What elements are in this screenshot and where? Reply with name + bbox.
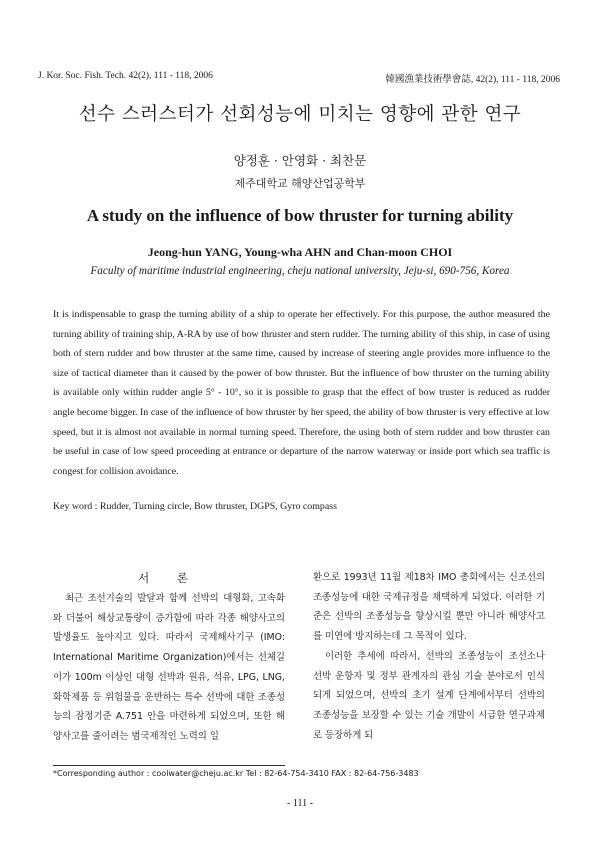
- footnote-rule: [53, 765, 285, 766]
- corresponding-author-footnote: *Corresponding author : coolwater@cheju.ac.kr Tel : 82-64-754-3410 FAX : 82-64-756-3483: [53, 769, 419, 778]
- abstract: It is indispensable to grasp the turning ability of a ship to operate her effectively. For this purpose, the author measured the turning ability of training ship, A-RA by use of bow thruster and stern rudder. The turning ability of this ship, in case of using both of stern rudder and bow thruster at the same time, caused by increase of steering angle provides more influence to the size of tactical diameter than it caused by the power of bow thruster. But the influence of bow thruster on the turning ability is available only within rudder angle 5° - 10°, so it is possible to grasp that the effect of bow truster is reduced as rudder angle become bigger. In case of the influence of bow thruster by her speed, the ability of bow thruster is very effective at low speed, but it is almost not available in normal turning speed. Therefore, the using both of stern rudder and bow thruster can be useful in case of low speed proceeding at entrance or departure of the narrow waterway or inside port which sea traffic is congest for collision avoidance.: [53, 309, 550, 477]
- body-paragraph: 최근 조선기술의 발달과 함께 선박의 대형화, 고속화와 더불어 해상교통량이 증가함에 따라 각종 해양사고의 발생율도 높아지고 있다. 따라서 국제해사기구 (IMO: International Maritime Organization)에서는 선체길이가 100m 이상인 대형 선박과 원유, 석유, LPG, LNG, 화학제품 등 위험물을 운반하는 특수 선박에 대한 조종성능의 잠정기준 A.751 안을 마련하게 되었으며, 또한 해양사고를 줄이려는 범국제적인 노력의 일: [53, 593, 285, 742]
- running-header: [38, 71, 560, 85]
- body-column-right: [313, 568, 545, 745]
- authors-korean: 양정훈 · 안영화 · 최찬문: [233, 153, 367, 168]
- body-column-left: [53, 568, 285, 747]
- body-paragraph: 이러한 추세에 따라서, 선박의 조종성능이 조선소나 선박 운항자 및 정부 관계자의 관심 기술 분야로서 인식되게 되었으며, 선박의 초기 설계 단계에서부터 선박의 조종성능을 보장할 수 있는 기술 개발이 시급한 연구과제로 등장하게 되: [313, 650, 545, 741]
- body-paragraph: 환으로 1993년 11월 제18차 IMO 총회에서는 신조선의 조종성능에 대한 국제규정을 채택하게 되었다. 이러한 기준은 선박의 조종성능을 향상시킬 뿐만 아니라 해양사고를 미연에 방지하는데 그 목적이 있다.: [313, 572, 545, 643]
- affiliation-english: Faculty of maritime industrial engineering, cheju national university, Jeju-si, 690-756, Korea: [90, 265, 510, 277]
- paper-title-english: A study on the influence of bow thruster for turning ability: [86, 206, 514, 225]
- section-heading-introduction: 서 론: [138, 571, 200, 585]
- paper-title-korean: 선수 스러스터가 선회성능에 미치는 영향에 관한 연구: [78, 104, 522, 125]
- journal-citation-ko: 韓國漁業技術學會誌, 42(2), 111 - 118, 2006: [385, 75, 560, 85]
- keywords: Key word : Rudder, Turning circle, Bow thruster, DGPS, Gyro compass: [53, 501, 337, 512]
- page-number: - 111 -: [287, 798, 313, 809]
- affiliation-korean: 제주대학교 해양산업공학부: [234, 177, 366, 190]
- journal-citation-en: J. Kor. Soc. Fish. Tech. 42(2), 111 - 118, 2006: [38, 71, 213, 81]
- authors-english: Jeong-hun YANG, Young-wha AHN and Chan-moon CHOI: [147, 245, 453, 259]
